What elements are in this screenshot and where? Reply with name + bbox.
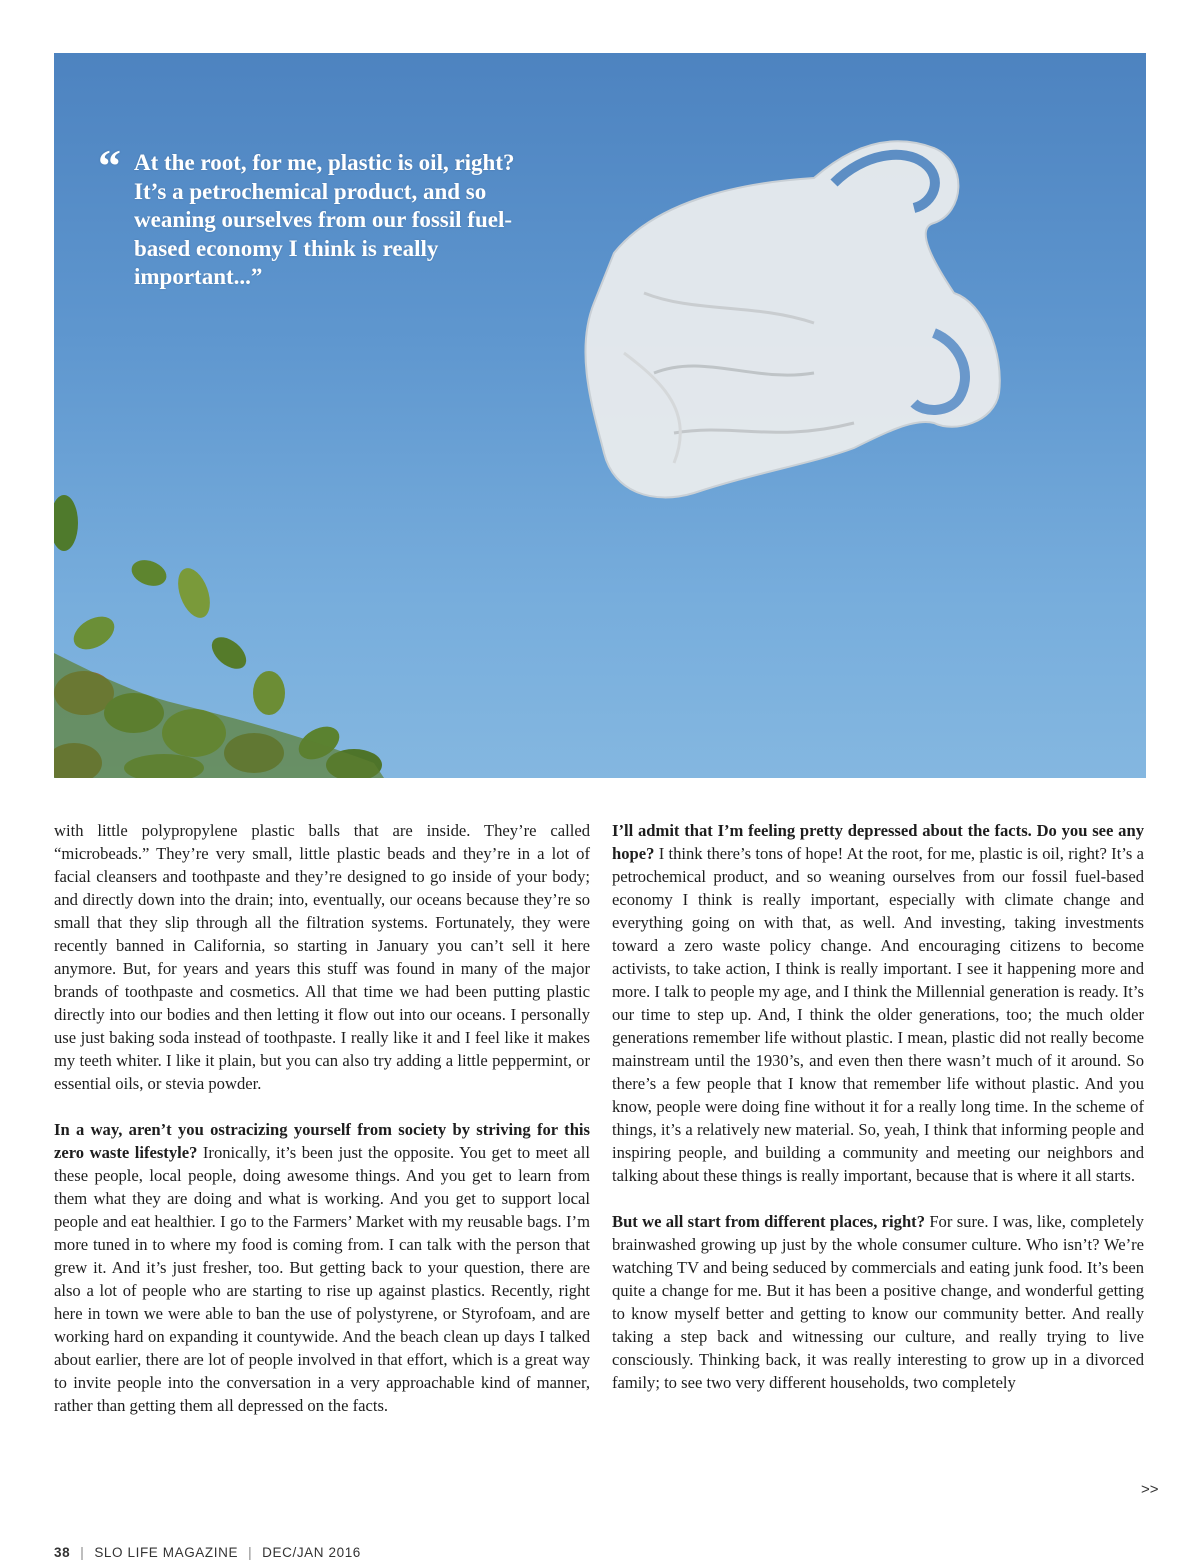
plastic-bag-photo <box>54 53 1146 778</box>
footer-separator: | <box>248 1545 253 1560</box>
paragraph <box>54 1118 590 1417</box>
footer-separator: | <box>80 1545 85 1560</box>
interview-answer: Ironically, it’s been just the opposite. You get to meet all these people, local people, doing awesome things. And you get to learn from them what they are doing and what is working. And you get to support local people and eat healthier. I go to the Farmers’ Market with my reusable bags. I’m more tuned in to where my food is coming from. I can talk with the person that grew it. And it’s just fresher, too. But getting back to your question, there are also a lot of people who are starting to rise up against plastics. Recently, right here in town we were able to ban the use of polystyrene, or Styrofoam, and are working hard on expanding it countywide. And the beach clean up days I talked about earlier, there are lot of people involved in that effort, which is a great way to invite people into the conversation in a very approachable kind of manner, rather than getting them all depressed on the facts. <box>54 1143 590 1415</box>
interview-question: In a way, aren’t you ostracizing yourself from society by striving for this zero waste lifestyle? <box>54 1120 590 1162</box>
issue-date: DEC/JAN 2016 <box>262 1545 361 1560</box>
continue-marker: >> <box>1141 1481 1159 1498</box>
pull-quote-text: At the root, for me, plastic is oil, right? It’s a petrochemical product, and so weaning ourselves from our fossil fuel-based economy I think is really important...” <box>134 150 515 289</box>
paragraph <box>612 1210 1144 1394</box>
page-number: 38 <box>54 1545 71 1560</box>
tree-foliage <box>54 495 384 778</box>
paragraph <box>54 819 590 1095</box>
pull-quote <box>98 140 534 292</box>
quote-mark: “ <box>98 140 121 191</box>
interview-answer: For sure. I was, like, completely brainwashed growing up just by the whole consumer culture. Who isn’t? We’re watching TV and being seduced by commercials and eating junk food. It’s been quite a change for me. But it has been a positive change, and wonderful getting to know myself better and getting to know our community better. And really taking a step back and witnessing our culture, and really trying to live consciously. Thinking back, it was really interesting to grow up in a divorced family; to see two very different households, two completely <box>612 1212 1144 1392</box>
article-column-right <box>612 819 1144 1417</box>
article-column-left <box>54 819 590 1440</box>
interview-answer: I think there’s tons of hope! At the root, for me, plastic is oil, right? It’s a petrochemical product, and so weaning ourselves from our fossil fuel-based economy I think is really important, especially with climate change and everything going on with that, as well. And investing, taking investments toward a zero waste policy change. And encouraging citizens to become activists, to take action, I think is really important. I see it happening more and more. I talk to people my age, and I think the Millennial generation is ready. It’s our time to step up. And, I think the older generations, too; the much older generations remember life without plastic. I mean, plastic did not really become mainstream until the 1930’s, and even then there wasn’t much of it around. So there’s a few people that I know that remember life without plastic. And you know, people were doing fine without it for a really long time. In the scheme of things, it’s a relatively new material. So, yeah, I think that informing people and inspiring people, and building a community and meeting our neighbors and talking about these things is really important, because that is where it all starts. <box>612 844 1144 1185</box>
plastic-bag-shape <box>585 141 999 497</box>
interview-answer: with little polypropylene plastic balls that are inside. They’re called “microbeads.” They’re very small, little plastic beads and they’re in a lot of facial cleansers and toothpaste and they’re designed to go inside of your body; and directly down into the drain; into, eventually, our oceans because they’re so small that they slip through all the filtration systems. Fortunately, they were recently banned in California, so starting in January you can’t sell it here anymore. But, for years and years this stuff was found in many of the major brands of toothpaste and cosmetics. All that time we had been putting plastic directly into our bodies and then letting it flow out into our oceans. I personally use just baking soda instead of toothpaste. I really like it and I feel like it makes my teeth whiter. I like it plain, but you can also try adding a little peppermint, or essential oils, or stevia powder. <box>54 821 590 1093</box>
interview-question: I’ll admit that I’m feeling pretty depressed about the facts. Do you see any hope? <box>612 821 1144 863</box>
paragraph <box>612 819 1144 1187</box>
magazine-name: SLO LIFE MAGAZINE <box>94 1545 239 1560</box>
interview-question: But we all start from different places, right? <box>612 1212 926 1231</box>
